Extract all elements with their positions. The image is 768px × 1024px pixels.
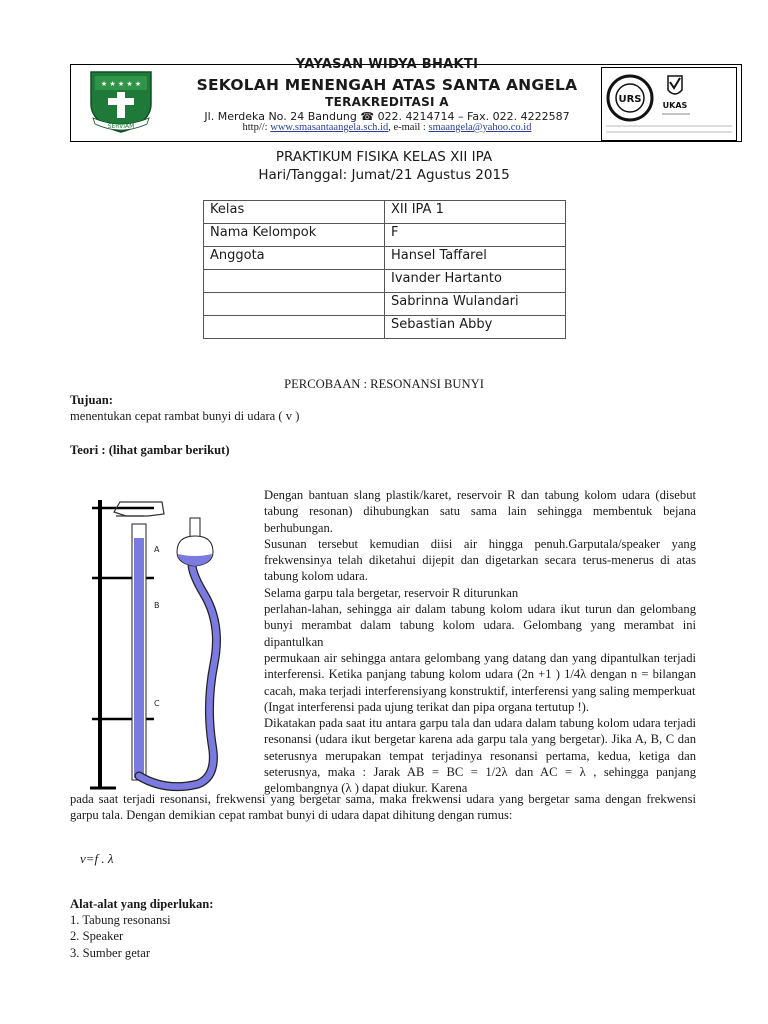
resonance-tube-diagram xyxy=(86,494,246,794)
table-cell: F xyxy=(385,224,566,247)
table-cell: Anggota xyxy=(204,247,385,270)
theory-text xyxy=(264,487,696,797)
theory-paragraph: Susunan tersebut kemudian diisi air hingga penuh.Garputala/speaker yang frekwensinya telah diketahui dijepit dan digetarkan secara terus-menerus di atas tabung kolom udara. xyxy=(264,536,696,584)
tools-heading: Alat-alat yang diperlukan: xyxy=(70,897,214,911)
velocity-formula: v=f . λ xyxy=(80,851,114,866)
list-item: 3. Sumber getar xyxy=(70,945,151,960)
experiment-title: PERCOBAAN : RESONANSI BUNYI xyxy=(284,377,484,391)
theory-paragraph: Dengan bantuan slang plastik/karet, reservoir R dan tabung kolom udara (disebut tabung resonan) dihubungkan satu sama lain sehingga membentuk bejana berhubungan. xyxy=(264,488,696,535)
table-cell: Hansel Taffarel xyxy=(385,247,566,270)
address-line: Jl. Merdeka No. 24 Bandung ☎ 022. 4214714 – Fax. 022. 4222587 xyxy=(204,110,570,123)
table-cell xyxy=(204,293,385,316)
letterhead xyxy=(70,57,742,142)
tools-list xyxy=(70,912,171,961)
label-a: A xyxy=(154,545,160,554)
date-line: Hari/Tanggal: Jumat/21 Agustus 2015 xyxy=(258,167,510,183)
practicum-title: PRAKTIKUM FISIKA KELAS XII IPA xyxy=(275,149,493,165)
table-cell xyxy=(204,270,385,293)
label-c: C xyxy=(154,699,160,708)
svg-text:URS: URS xyxy=(618,94,642,105)
table-cell: Sebastian Abby xyxy=(385,316,566,339)
website-link[interactable]: www.smasantaangela.sch.id xyxy=(270,122,389,133)
foundation-name: YAYASAN WIDYA BHAKTI xyxy=(295,57,479,72)
table-cell: Kelas xyxy=(204,201,385,224)
list-item: 1. Tabung resonansi xyxy=(70,913,171,927)
theory-heading: Teori : (lihat gambar berikut) xyxy=(70,443,230,457)
group-table xyxy=(203,200,566,339)
table-row xyxy=(204,270,566,293)
table-cell: Sabrinna Wulandari xyxy=(385,293,566,316)
svg-text:UKAS: UKAS xyxy=(662,101,688,110)
theory-paragraph: perlahan-lahan, sehingga air dalam tabung kolom udara ikut turun dan gelombang bunyi merambat dalam tabung kolom udara. Gelombang yang merambat ini dipantulkan xyxy=(264,602,696,649)
table-row xyxy=(204,316,566,339)
contact-line xyxy=(171,122,603,133)
theory-paragraph: permukaan air sehingga antara gelombang yang datang dan yang dipantulkan terjadi interferensi. Ketika panjang tabung kolom udara (2n +1 ) 1/4λ dengan n = bilangan cacah, maka terjadi interferensiyang konstruktif, interferensi yang saling memperkuat xyxy=(264,650,696,698)
school-shield-logo xyxy=(87,70,155,134)
table-row xyxy=(204,247,566,270)
table-cell xyxy=(204,316,385,339)
table-row xyxy=(204,224,566,247)
school-name: SEKOLAH MENENGAH ATAS SANTA ANGELA xyxy=(196,76,578,94)
svg-text:★ ★ ★ ★ ★: ★ ★ ★ ★ ★ xyxy=(100,80,142,88)
theory-paragraph: Selama garpu tala bergetar, reservoir R diturunkan xyxy=(264,585,519,600)
table-cell: Ivander Hartanto xyxy=(385,270,566,293)
svg-text:SERVIAM: SERVIAM xyxy=(107,123,135,130)
aim-text: menentukan cepat rambat bunyi di udara ( v ) xyxy=(70,409,300,423)
theory-paragraph-continued: pada saat terjadi resonansi, frekwensi yang bergetar sama, maka frekwensi udara yang bergetar sama dengan frekwensi garpu tala. Dengan demikian cepat rambat bunyi di udara dapat dihitung dengan rumus: xyxy=(70,792,696,823)
accreditation: TERAKREDITASI A xyxy=(325,95,449,109)
table-row xyxy=(204,293,566,316)
table-row xyxy=(204,201,566,224)
email-link[interactable]: smaangela@yahoo.co.id xyxy=(428,122,532,133)
table-cell: Nama Kelompok xyxy=(204,224,385,247)
web-prefix: http//: xyxy=(242,122,271,133)
theory-paragraph: Dikatakan pada saat itu antara garpu tala dan udara dalam tabung kolom udara terjadi resonansi (udara ikut bergetar karena ada garpu tala yang bergetar). Jika A, B, C dan seterusnya merupakan tempat terjadinya resonansi pertama, kedua, ketiga dan seterusnya, maka : Jarak AB = BC = 1/2λ dan AC = λ , sehingga panjang gelombangnya (λ ) dapat diukur. Karena xyxy=(264,716,696,796)
list-item: 2. Speaker xyxy=(70,929,124,944)
label-b: B xyxy=(154,601,160,610)
theory-paragraph: (Ingat interferensi pada ujung terikat dan pipa organa tertutup !). xyxy=(264,699,589,714)
certification-logos xyxy=(601,67,737,141)
email-prefix: , e-mail : xyxy=(388,122,429,133)
table-cell: XII IPA 1 xyxy=(385,201,566,224)
aim-heading: Tujuan: xyxy=(70,393,113,407)
